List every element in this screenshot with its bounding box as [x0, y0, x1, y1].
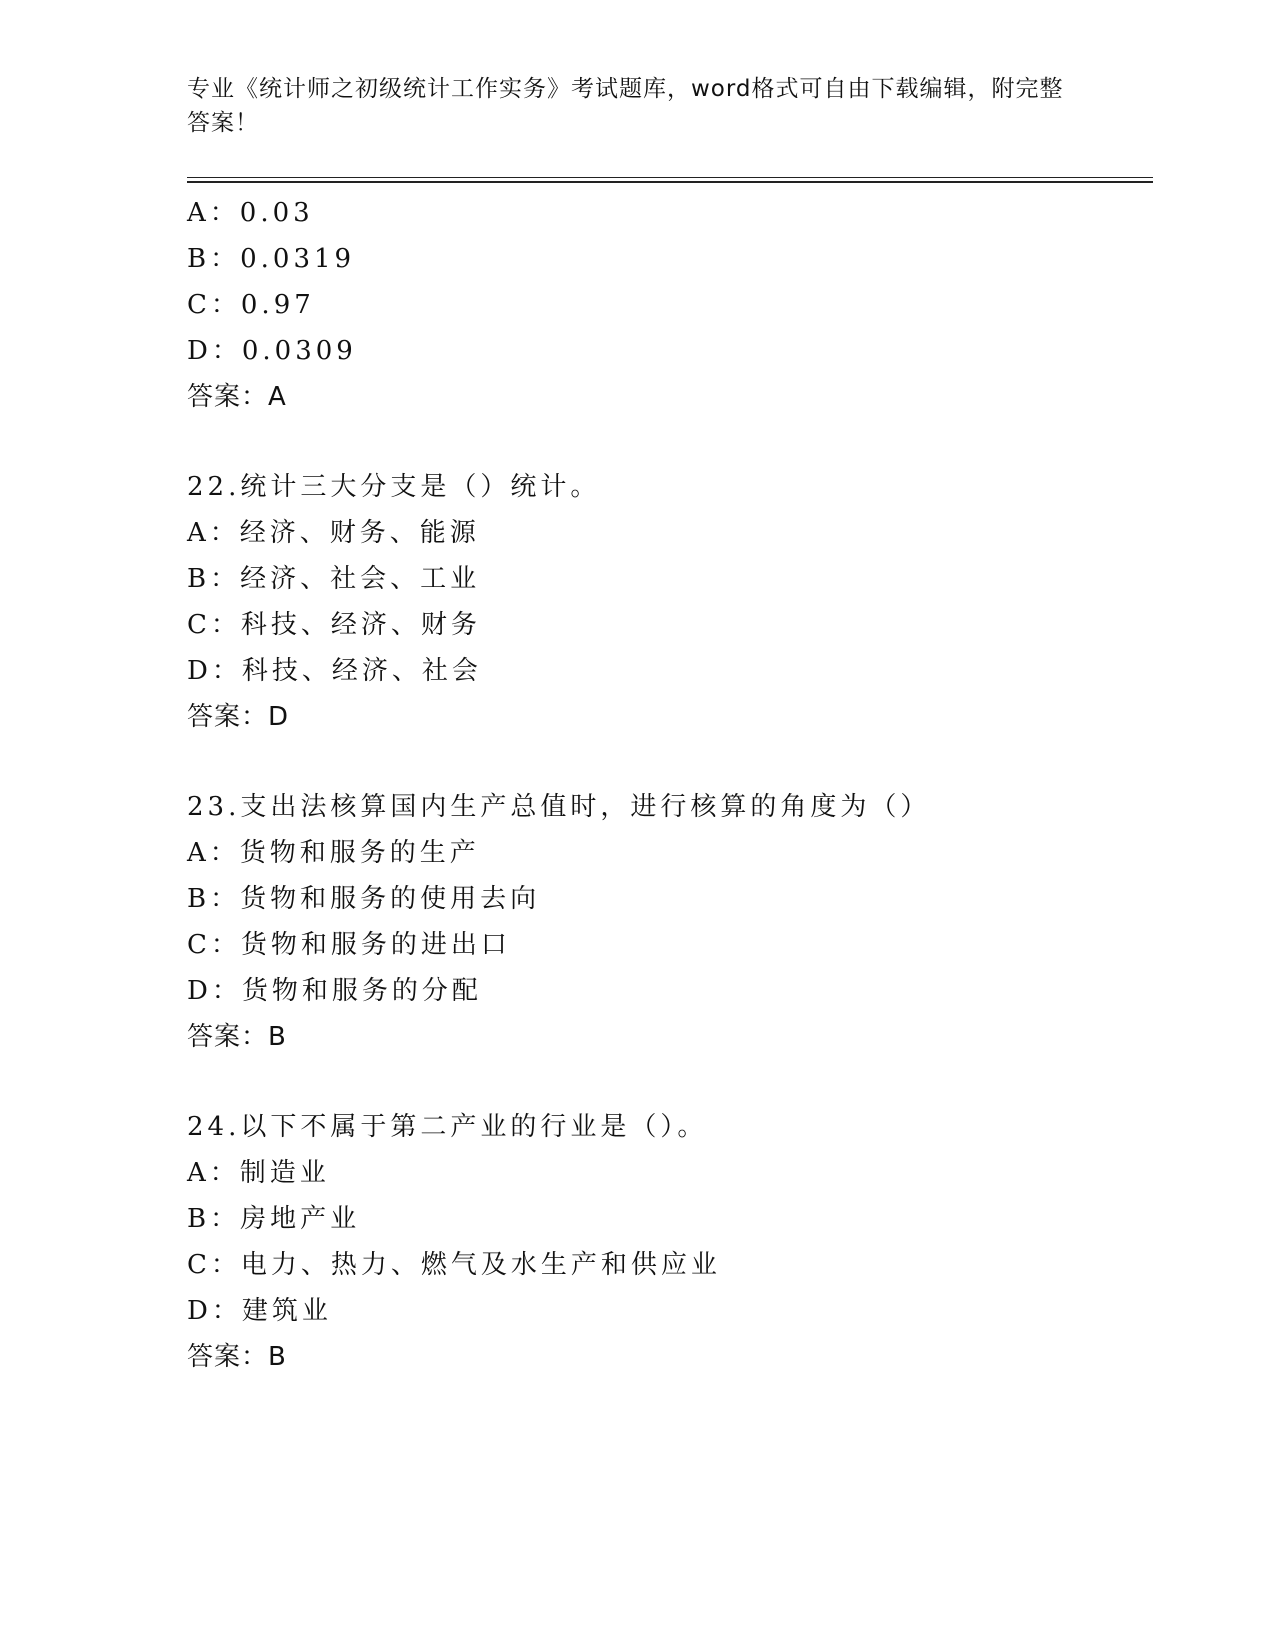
- option-d: D：0.0309: [187, 336, 357, 366]
- option-a: A：经济、财务、能源: [187, 518, 480, 548]
- spacer: [187, 1060, 1147, 1104]
- question-23-block: [187, 784, 1147, 1060]
- option-a: A：制造业: [187, 1158, 330, 1188]
- option-c: C：科技、经济、财务: [187, 610, 481, 640]
- question-22-block: [187, 464, 1147, 740]
- option-a: A：0.03: [187, 198, 314, 228]
- answer-line: 答案：B: [187, 1022, 287, 1052]
- option-b: B：房地产业: [187, 1204, 361, 1234]
- answer-line: 答案：D: [187, 702, 290, 732]
- option-d: D：货物和服务的分配: [187, 976, 482, 1006]
- header-divider-thin: [187, 177, 1153, 178]
- option-c: C：电力、热力、燃气及水生产和供应业: [187, 1250, 721, 1280]
- question-24-block: [187, 1104, 1147, 1380]
- option-b: B：经济、社会、工业: [187, 564, 481, 594]
- answer-line: 答案：A: [187, 382, 287, 412]
- question-text: 24.以下不属于第二产业的行业是（）。: [187, 1112, 708, 1142]
- option-b: B：货物和服务的使用去向: [187, 884, 541, 914]
- answer-line: 答案：B: [187, 1342, 287, 1372]
- document-header: 专业《统计师之初级统计工作实务》考试题库，word格式可自由下载编辑，附完整答案！: [187, 76, 1064, 136]
- option-c: C：0.97: [187, 290, 315, 320]
- question-text: 22.统计三大分支是（）统计。: [187, 472, 601, 502]
- header-divider-thick: [187, 181, 1153, 183]
- option-b: B：0.0319: [187, 244, 356, 274]
- spacer: [187, 420, 1147, 464]
- option-c: C：货物和服务的进出口: [187, 930, 511, 960]
- option-d: D：建筑业: [187, 1296, 332, 1326]
- option-a: A：货物和服务的生产: [187, 838, 480, 868]
- question-text: 23.支出法核算国内生产总值时，进行核算的角度为（）: [187, 792, 931, 822]
- spacer: [187, 740, 1147, 784]
- question-21-block: [187, 190, 1147, 420]
- question-list: [187, 190, 1147, 1380]
- option-d: D：科技、经济、社会: [187, 656, 482, 686]
